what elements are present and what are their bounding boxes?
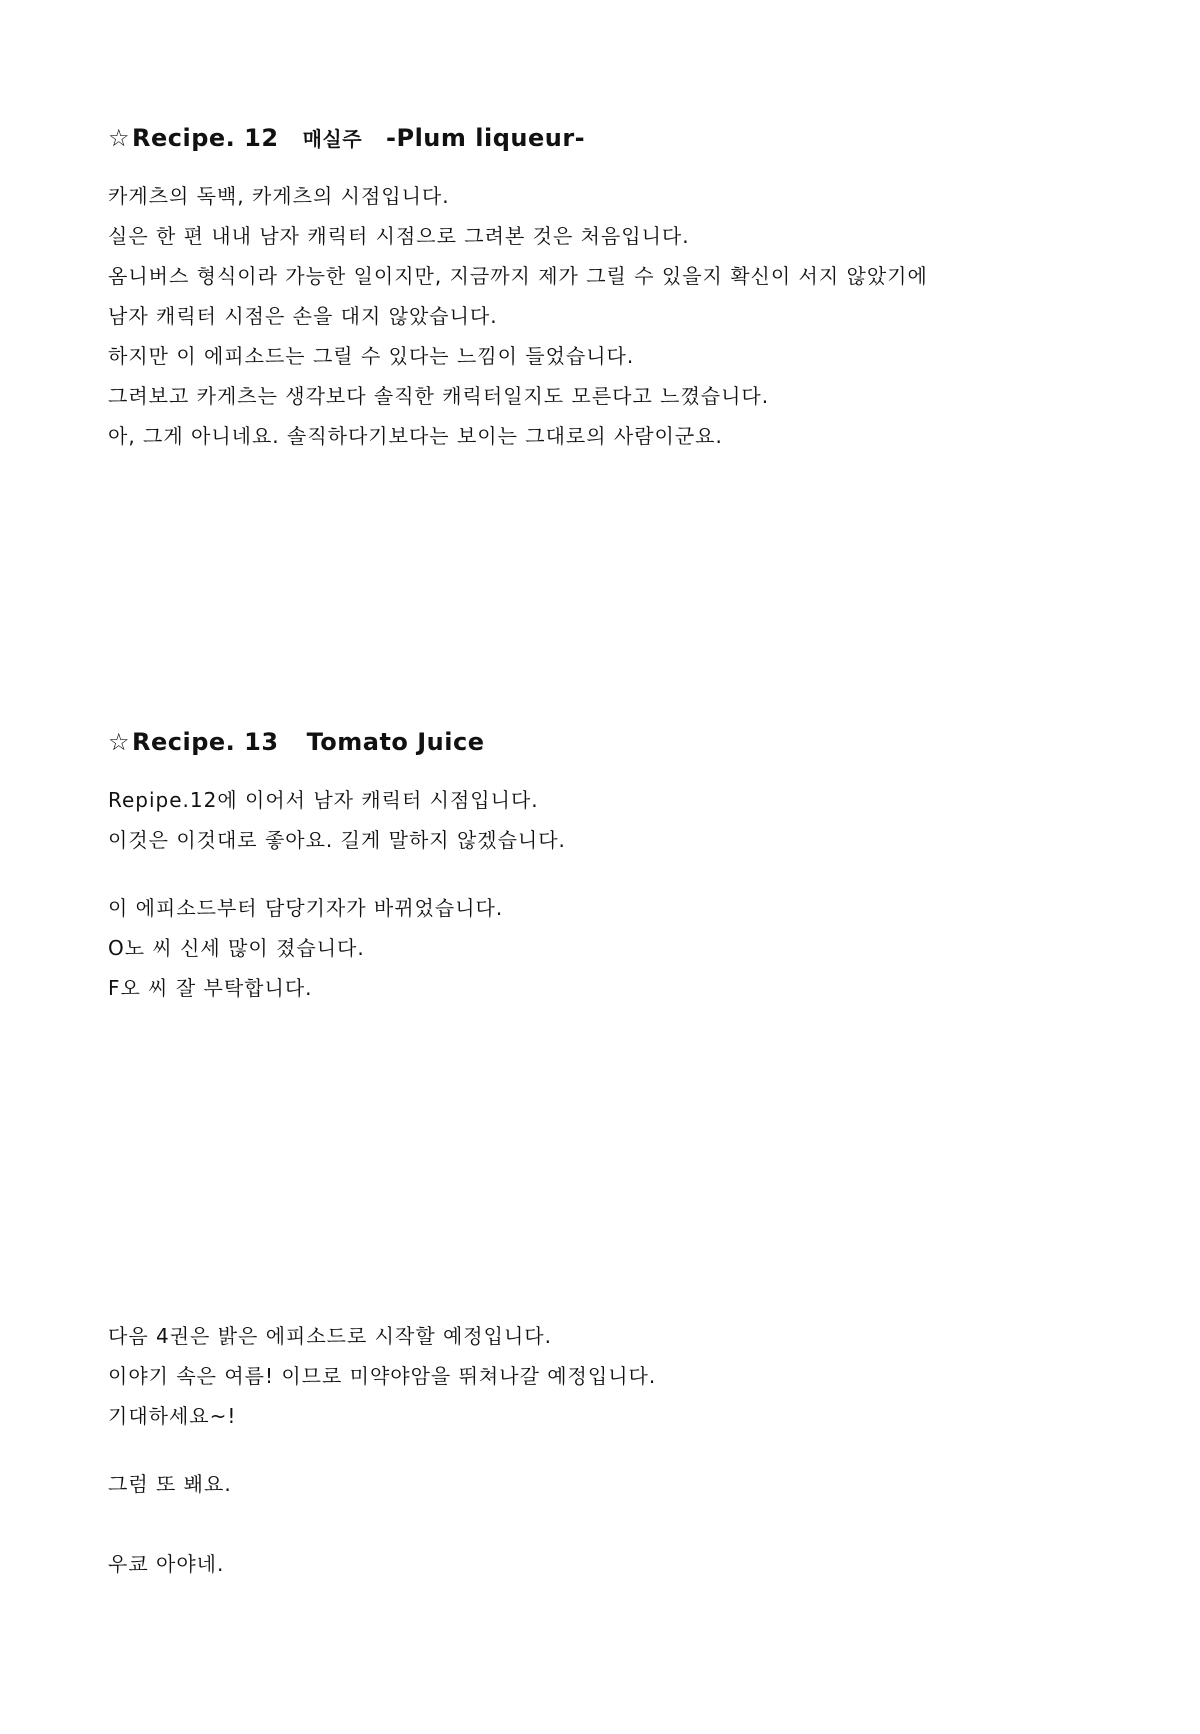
author-signature: 우쿄 아야네. (108, 1552, 225, 1576)
star-icon: ☆ (108, 728, 131, 756)
closing-line: 이야기 속은 여름! 이므로 미약야암을 뛰쳐나갈 예정입니다. (108, 1364, 657, 1388)
star-icon: ☆ (108, 124, 131, 152)
recipe-12-line: 하지만 이 에피소드는 그릴 수 있다는 느낌이 들었습니다. (108, 344, 635, 368)
closing-line: 기대하세요~! (108, 1404, 237, 1428)
recipe-13-heading (108, 722, 1108, 762)
recipe-12-subtitle: -Plum liqueur- (386, 124, 586, 152)
farewell: 그럼 또 봬요. (108, 1472, 232, 1496)
recipe-13-line: Repipe.12에 이어서 남자 캐릭터 시점입니다. (108, 788, 539, 812)
recipe-12-line: 그려보고 카게츠는 생각보다 솔직한 캐릭터일지도 모른다고 느꼈습니다. (108, 384, 770, 408)
recipe-12-line: 남자 캐릭터 시점은 손을 대지 않았습니다. (108, 304, 498, 328)
recipe-12-label: Recipe. 12 (132, 124, 279, 152)
recipe-12-line: 옴니버스 형식이라 가능한 일이지만, 지금까지 제가 그릴 수 있을지 확신이 서지 않았기에 (108, 264, 928, 288)
recipe-13-title: Tomato Juice (306, 728, 485, 756)
recipe-13-line: 이 에피소드부터 담당기자가 바뀌었습니다. (108, 896, 504, 920)
closing-line: 다음 4권은 밝은 에피소드로 시작할 예정입니다. (108, 1324, 552, 1348)
recipe-12-line: 아, 그게 아니네요. 솔직하다기보다는 보이는 그대로의 사람이군요. (108, 424, 723, 448)
recipe-13-label: Recipe. 13 (132, 728, 279, 756)
closing-section (108, 1316, 1108, 1584)
recipe-12-body (108, 176, 1108, 456)
recipe-12-line: 실은 한 편 내내 남자 캐릭터 시점으로 그려본 것은 처음입니다. (108, 224, 690, 248)
recipe-13-body (108, 780, 1108, 1008)
recipe-12-heading (108, 118, 1108, 158)
recipe-13-line: F오 씨 잘 부탁합니다. (108, 976, 313, 1000)
recipe-12-section (108, 118, 1108, 456)
recipe-13-line: O노 씨 신세 많이 졌습니다. (108, 936, 365, 960)
recipe-12-line: 카게츠의 독백, 카게츠의 시점입니다. (108, 184, 450, 208)
recipe-13-line: 이것은 이것대로 좋아요. 길게 말하지 않겠습니다. (108, 828, 566, 852)
recipe-13-section (108, 722, 1108, 1008)
recipe-12-korean-title: 매실주 (302, 127, 363, 151)
